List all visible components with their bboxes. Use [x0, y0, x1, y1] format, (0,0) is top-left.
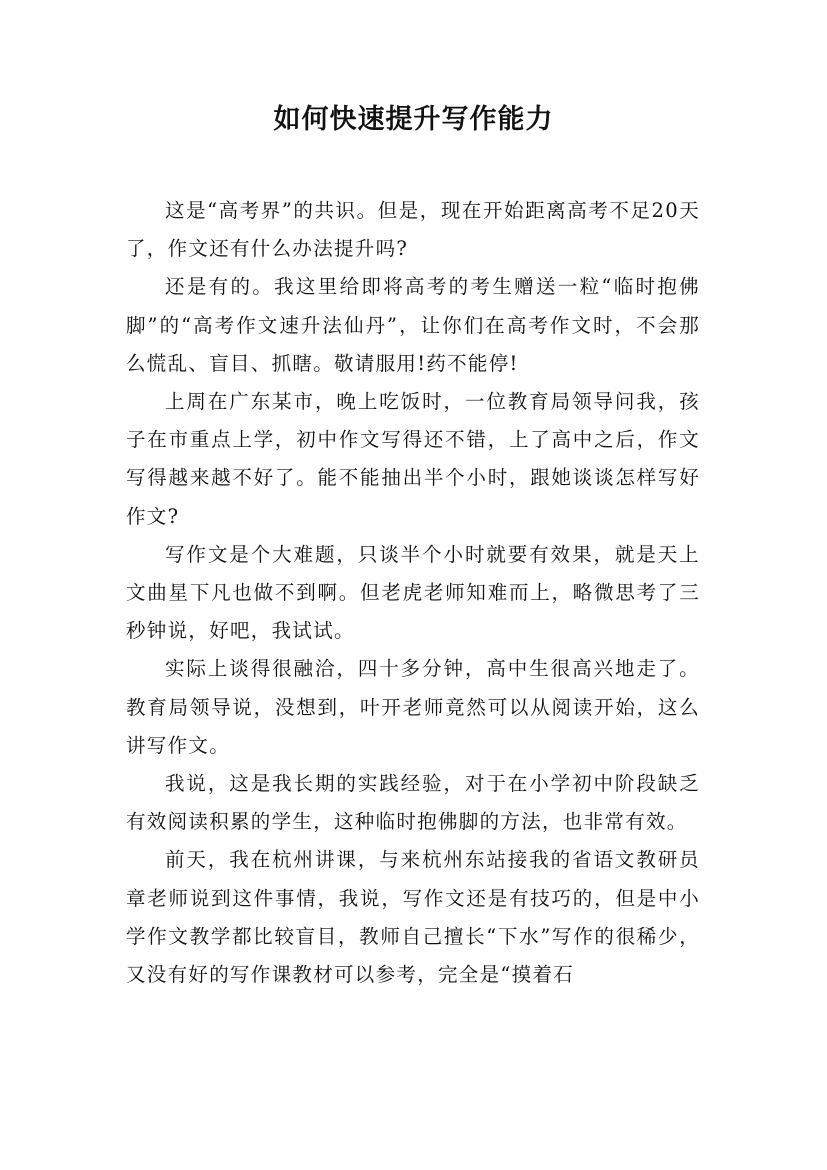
paragraph: 写作文是个大难题，只谈半个小时就要有效果，就是天上文曲星下凡也做不到啊。但老虎老师知难而上，略微思考了三秒钟说，好吧，我试试。: [126, 542, 700, 643]
paragraph: 前天，我在杭州讲课，与来杭州东站接我的省语文教研员章老师说到这件事情，我说，写作文还是有技巧的，但是中小学作文教学都比较盲目，教师自己擅长“下水”写作的很稀少，又没有好的写作课教材可以参考，完全是“摸着石: [126, 848, 700, 987]
paragraph: 上周在广东某市，晚上吃饭时，一位教育局领导问我，孩子在市重点上学，初中作文写得还不错，上了高中之后，作文写得越来越不好了。能不能抽出半个小时，跟她谈谈怎样写好作文?: [126, 390, 700, 528]
document-title: 如何快速提升写作能力: [273, 104, 554, 135]
paragraph: 这是“高考界”的共识。但是，现在开始距离高考不足20天了，作文还有什么办法提升吗?: [126, 199, 700, 261]
paragraph: 实际上谈得很融洽，四十多分钟，高中生很高兴地走了。教育局领导说，没想到，叶开老师竟然可以从阅读开始，这么讲写作文。: [126, 657, 700, 757]
document-body: [126, 192, 700, 994]
paragraph: 还是有的。我这里给即将高考的考生赠送一粒“临时抱佛脚”的“高考作文速升法仙丹”，让你们在高考作文时，不会那么慌乱、盲目、抓瞎。敬请服用!药不能停!: [126, 275, 700, 375]
paragraph: 我说，这是我长期的实践经验，对于在小学初中阶段缺乏有效阅读积累的学生，这种临时抱佛脚的方法，也非常有效。: [126, 772, 700, 834]
